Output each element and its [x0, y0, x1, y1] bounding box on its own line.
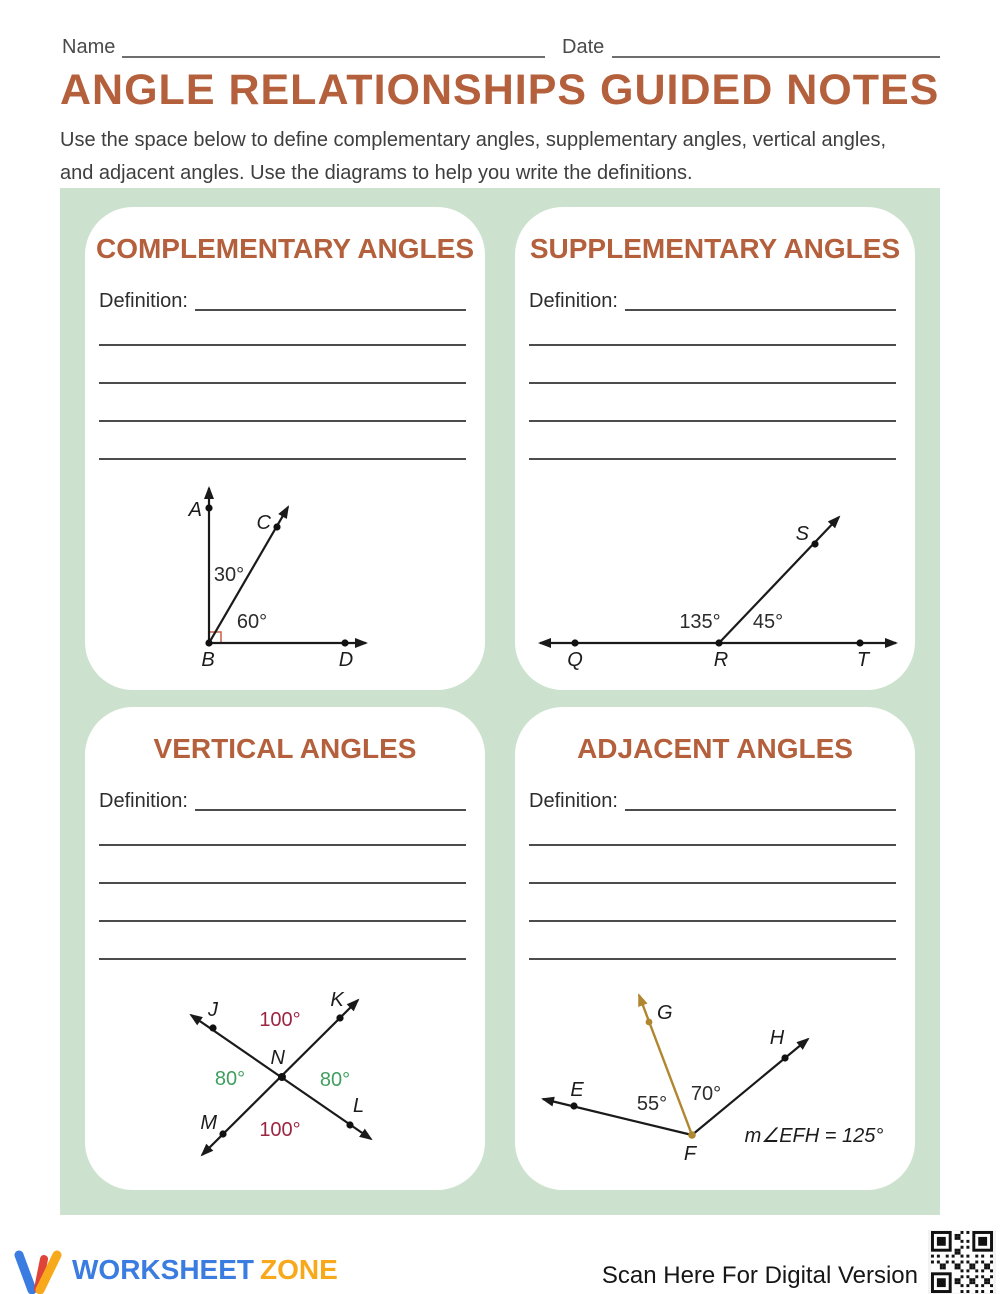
panel-vertical-angles [85, 707, 485, 1190]
angle-label-bottom-100: 100° [259, 1119, 301, 1141]
point-dot-b [205, 639, 212, 646]
point-dot-j [209, 1024, 216, 1031]
complementary-angles-diagram [85, 470, 485, 690]
angle-label-right-80: 80° [319, 1069, 351, 1091]
definition-label: Definition: [99, 290, 188, 312]
date-write-line [612, 56, 940, 58]
point-label-s: S [795, 523, 809, 545]
angle-label-70: 70° [690, 1083, 722, 1105]
vertical-angles-diagram [85, 985, 485, 1180]
point-label-b: B [201, 649, 215, 671]
writing-line [529, 382, 896, 384]
point-label-j: J [208, 999, 218, 1021]
brand-word-worksheet: WORKSHEET [72, 1254, 254, 1285]
point-label-d: D [338, 649, 354, 671]
point-label-l: L [353, 1095, 365, 1117]
page-title: ANGLE RELATIONSHIPS GUIDED NOTES [60, 66, 940, 114]
angle-measure-note: m∠EFH = 125° [744, 1125, 884, 1147]
point-label-k: K [330, 989, 344, 1011]
point-label-t: T [856, 649, 870, 671]
writing-line [99, 882, 466, 884]
point-label-q: Q [567, 649, 583, 671]
point-label-r: R [713, 649, 729, 671]
date-label: Date [562, 36, 605, 58]
point-label-a: A [188, 499, 202, 521]
point-dot-s [811, 540, 818, 547]
panel-title-supplementary: SUPPLEMENTARY ANGLES [529, 233, 901, 264]
writing-line [529, 920, 896, 922]
definition-label: Definition: [529, 290, 618, 312]
ray-fe [543, 1099, 692, 1135]
qr-code [928, 1230, 996, 1294]
writing-line [99, 382, 466, 384]
writing-line [529, 958, 896, 960]
writing-line [99, 420, 466, 422]
writing-line [625, 309, 896, 311]
angle-label-30: 30° [213, 564, 245, 586]
definition-row [529, 287, 896, 311]
worksheetzone-logo [14, 1246, 338, 1294]
angle-label-135: 135° [679, 611, 721, 633]
instructions-line-1: Use the space below to define complementary angles, supplementary angles, vertical angles, [60, 129, 887, 151]
name-label: Name [62, 36, 116, 58]
definition-row [529, 787, 896, 811]
writing-line [529, 844, 896, 846]
angle-label-55: 55° [636, 1093, 668, 1115]
angle-label-45: 45° [752, 611, 784, 633]
point-label-g: G [657, 1002, 673, 1024]
definition-label: Definition: [529, 790, 618, 812]
instructions-line-2: and adjacent angles. Use the diagrams to help you write the definitions. [60, 162, 693, 184]
point-dot-d [341, 639, 348, 646]
point-dot-h [781, 1054, 788, 1061]
definition-row [99, 787, 466, 811]
panel-title-complementary: COMPLEMENTARY ANGLES [95, 233, 474, 264]
writing-line [195, 809, 466, 811]
writing-line [529, 420, 896, 422]
point-dot-f [688, 1131, 696, 1139]
point-label-f: F [683, 1143, 697, 1165]
supplementary-angles-diagram [515, 500, 915, 690]
point-dot-r [715, 639, 722, 646]
angle-label-top-100: 100° [259, 1009, 301, 1031]
point-label-h: H [769, 1027, 785, 1049]
point-dot-e [570, 1102, 577, 1109]
writing-line [195, 309, 466, 311]
brand-word-zone: ZONE [260, 1254, 338, 1285]
name-write-line [122, 56, 545, 58]
writing-line [529, 344, 896, 346]
point-label-e: E [570, 1079, 584, 1101]
point-label-n: N [270, 1047, 285, 1069]
point-dot-m [219, 1130, 226, 1137]
point-label-c: C [256, 512, 271, 534]
panel-adjacent-angles [515, 707, 915, 1190]
writing-line [99, 344, 466, 346]
writing-line [99, 920, 466, 922]
point-dot-a [205, 504, 212, 511]
point-dot-c [273, 523, 280, 530]
panel-title-adjacent: ADJACENT ANGLES [577, 733, 853, 764]
writing-line [529, 882, 896, 884]
angle-label-left-80: 80° [214, 1068, 246, 1090]
point-dot-q [571, 639, 578, 646]
point-dot-k [336, 1014, 343, 1021]
writing-line [99, 958, 466, 960]
scan-here-label: Scan Here For Digital Version [601, 1262, 918, 1289]
writing-line [529, 458, 896, 460]
writing-line [99, 844, 466, 846]
logo-w-icon [14, 1246, 64, 1294]
panel-title-vertical: VERTICAL ANGLES [153, 733, 417, 764]
point-dot-g [646, 1019, 653, 1026]
panel-supplementary-angles [515, 207, 915, 690]
point-dot-n [278, 1073, 286, 1081]
writing-line [625, 809, 896, 811]
point-dot-l [346, 1121, 353, 1128]
angle-label-60: 60° [236, 611, 268, 633]
writing-line [99, 458, 466, 460]
panel-complementary-angles [85, 207, 485, 690]
qr-code-icon [931, 1231, 993, 1293]
definition-row [99, 287, 466, 311]
adjacent-angles-diagram [515, 980, 915, 1170]
point-label-m: M [200, 1112, 217, 1134]
point-dot-t [856, 639, 863, 646]
definition-label: Definition: [99, 790, 188, 812]
instructions [60, 124, 950, 190]
